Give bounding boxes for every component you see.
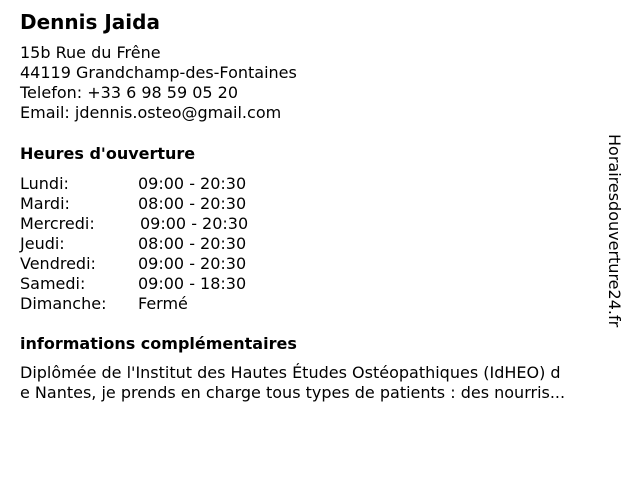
phone-number: Telefon: +33 6 98 59 05 20 <box>20 83 239 102</box>
hours-day: Mardi: <box>20 194 70 213</box>
info-line: e Nantes, je prends en charge tous types de patients : des nourris... <box>20 383 566 402</box>
hours-time: Fermé <box>138 294 188 313</box>
hours-row <box>20 194 248 214</box>
hours-heading: Heures d'ouverture <box>20 144 196 163</box>
hours-day: Dimanche: <box>20 294 107 313</box>
hours-row <box>20 234 248 254</box>
hours-row <box>20 214 248 234</box>
hours-time: 08:00 - 20:30 <box>138 234 247 253</box>
hours-row <box>20 294 248 314</box>
hours-row <box>20 174 248 194</box>
hours-row <box>20 254 248 274</box>
hours-day: Mercredi: <box>20 214 95 233</box>
info-heading: informations complémentaires <box>20 334 297 353</box>
hours-day: Lundi: <box>20 174 69 193</box>
email-address: Email: jdennis.osteo@gmail.com <box>20 103 282 122</box>
info-line: Diplômée de l'Institut des Hautes Études Ostéopathiques (IdHEO) d <box>20 363 561 382</box>
contact-block <box>20 43 297 123</box>
city-address: 44119 Grandchamp-des-Fontaines <box>20 63 297 82</box>
hours-day: Samedi: <box>20 274 86 293</box>
hours-time: 09:00 - 18:30 <box>138 274 247 293</box>
hours-table <box>20 174 248 314</box>
hours-time: 09:00 - 20:30 <box>138 254 247 273</box>
hours-day: Vendredi: <box>20 254 96 273</box>
hours-time: 09:00 - 20:30 <box>140 214 249 233</box>
hours-time: 08:00 - 20:30 <box>138 194 247 213</box>
hours-day: Jeudi: <box>20 234 65 253</box>
site-watermark: Horairesdouverture24.fr <box>605 134 624 328</box>
hours-row <box>20 274 248 294</box>
business-name: Dennis Jaida <box>20 10 160 34</box>
street-address: 15b Rue du Frêne <box>20 43 161 62</box>
hours-time: 09:00 - 20:30 <box>138 174 247 193</box>
info-text <box>20 363 620 403</box>
